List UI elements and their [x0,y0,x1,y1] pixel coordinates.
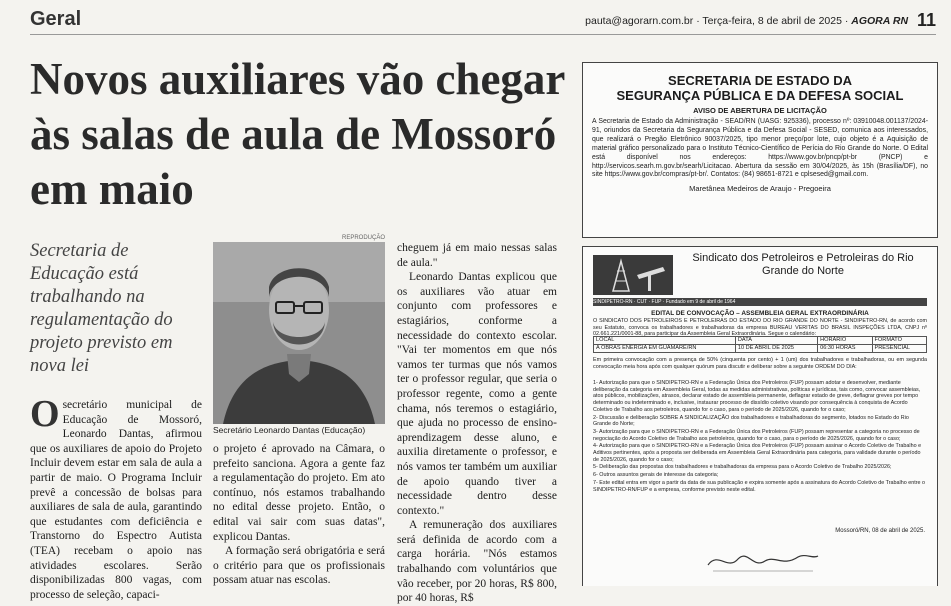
notice-signature: Maretânea Medeiros de Araujo - Pregoeira [689,184,831,194]
list-item: 5- Deliberação das propostas dos trabalhadores e trabalhadoras da empresa para o Acordo Coletivo de Trabalho 2025/2026; [593,464,892,471]
drop-cap: O [30,393,60,435]
article-column-1 [30,393,202,602]
article-text: secretário municipal de Educação de Mossoró, Leonardo Dantas, afirmou que os auxiliares de apoio do Projeto Incluir devem estar em sala de aula a partir de maio. O Programa Incluir prevê a concessão de bolsas para auxiliares de sala de aula, garantindo que estudantes com deficiência e Transtorno do Espectro Autista (TEA) recebam o apoio nas atividades escolares. Serão disponibilizadas 800 vagas, com processo de seleção, capaci- [30,399,202,601]
man-portrait-image [213,242,385,424]
photo-credit: REPRODUÇÃO [341,235,385,241]
list-item: 6- Outros assuntos gerais de interesse da categoria; [593,472,719,479]
article-column-3 [397,241,557,606]
article-photo [213,235,385,424]
table-header-cell: FORMATO [872,337,926,345]
header-meta [585,10,936,31]
table-cell: A OBRAS ENERGIA EM GUAMARÉ/RN [594,344,736,352]
notice-date: Mossoró/RN, 08 de abril de 2025. [835,528,925,534]
article-column-2 [213,442,385,588]
union-strip: SINDIPETRO-RN · CUT · FUP · Fundado em 9 de abril de 1964 [593,298,927,306]
article-paragraph: cheguem já em maio nessas salas de aula." [397,242,557,269]
oil-derrick-logo-icon [593,255,673,295]
convocation-text: Em primeira convocação com a presença de 50% (cinquenta por cento) + 1 (um) dos trabalhadores e trabalhadoras, ou em segunda convocação meia hora após com qualquer quórum para discutir e deliberar sobre a seguinte ORDEM DO DIA: [593,357,927,370]
list-item: 4- Autorização para que o SINDIPETRO-RN e a Federação Única dos Petroleiros (FUP) possam assinar o Acordo Coletivo de Trabalho e Aditivos pertinentes, após a proposta ser deliberada em Assembleia Geral Extraordinária para categoria, para validade durante o período de 2025/2026, quando for o caso; [593,443,922,463]
list-item: 2- Discussão e deliberação SOBRE A SINDICALIZAÇÃO dos trabalhadores e trabalhadoras do segmento, lotados no Estado do Rio Grande do Norte; [593,414,909,428]
edital-intro: O SINDICATO DOS PETROLEIROS E PETROLEIRAS DO ESTADO DO RIO GRANDE DO NORTE - SINDIPETRO-RN, de acordo com seu Estatuto, convoca os trabalhadores e trabalhadoras da empresa BUREAU VERITAS DO BRASIL INSPEÇÕES LTDA, CNPJ nº 02.661.221/0001-88, para participar da Assembleia Geral Extraordinária. Segue o calendário: [593,318,927,338]
table-cell: PRESENCIAL [872,344,926,352]
header-date: · Terça-feira, 8 de abril de 2025 · [696,15,849,27]
article-paragraph: Leonardo Dantas explicou que os auxiliares vão atuar em conjunto com professores e estagiários, conforme a necessidade do contexto escolar. "Vai ter momentos em que nós vamos ter turmas que nós vamos ter o professor regular, que seria o professor regente, como a gente chama, nós teremos o estagiário, que ajuda no processo de ensino-aprendizagem desse aluno, e auxilia diretamente o professor, e nós vamos ter também um auxiliar de apoio quando tiver a necessidade dentro desse contexto." [397,271,557,517]
table-row [594,344,927,352]
list-item: 1- Autorização para que o SINDIPETRO-RN e a Federação Única dos Petroleiros (FUP) possam adotar e desenvolver, mediante deliberação da categoria em Assembleia Geral, todas as medidas administrativas, políticas e jurídicas, tais como, convocar assembleias, atos públicos, mobilizações, atrasos, declarar estado de assembleia permanente, deflagrar estado de greve, deflagrar greves por tempo determinado ou indeterminado e, inclusive, instaurar processo de dissídio coletivo visando por consequência à conquista de Acordo Coletivo de Trabalho aos petroleiros, quando for o caso, para o período de 2025/2026, quando for o caso; [593,380,921,413]
headline: Novos auxiliares vão chegar às salas de aula de Mossoró em maio [30,54,565,214]
legal-notice-sesed [582,62,938,238]
notice-subtitle: AVISO DE ABERTURA DE LICITAÇÃO [693,106,827,115]
list-item: 7- Este edital entra em vigor a partir da data de sua publicação e expira somente após a assinatura do Acordo Coletivo de Trabalho entre o SINDIPETRO-RN/FUP e a empresa, conforme previsto neste edital. [593,479,926,493]
subheadline: Secretaria de Educação está trabalhando na regulamentação do projeto previsto em nova lei [30,241,173,376]
table-cell: 10 DE ABRIL DE 2025 [735,344,817,352]
photo-caption: Secretário Leonardo Dantas (Educação) [213,425,366,435]
assembly-schedule-table [593,336,927,353]
article-paragraph: A remuneração dos auxiliares será definida de acordo com a carga horária. "Nós estamos trabalhando com voluntários que vão receber, por 20 horas, R$ 800, por 40 horas, R$ [397,519,557,605]
union-name: Sindicato dos Petroleiros e Petroleiras do Rio Grande do Norte [692,252,914,277]
header-email: pauta@agorarn.com.br [585,15,694,27]
union-notice [582,246,938,586]
notice-title-line1: SECRETARIA DE ESTADO DA [668,73,852,88]
table-cell: 06:30 HORAS [818,344,872,352]
brand-logo: AGORA RN [851,15,909,27]
table-header-row [594,337,927,345]
notice-title-line2: SEGURANÇA PÚBLICA E DA DEFESA SOCIAL [616,88,904,103]
list-item: 3- Autorização para que o SINDIPETRO-RN e a Federação Única dos Petroleiros (FUP) possam representar a categoria no processo de negociação do Acordo Coletivo de Trabalho aos petroleiros, quando for o caso, para o período de 2025/2026, quando for o caso; [593,428,920,442]
handwritten-signature [703,547,823,575]
article-paragraph: o projeto é aprovado na Câmara, o prefeito sanciona. Agora a gente faz a regulamentação do projeto. Em ato contínuo, nós estamos trabalhando no edital desse projeto. Então, o edital vai sair com suas datas", explicou Dantas. [213,443,385,543]
article-paragraph: A formação será obrigatória e será o critério para que os profissionais possam atuar nas escolas. [213,545,385,587]
page-number: 11 [916,10,936,30]
table-header-cell: DATA [735,337,817,345]
section-label: Geral [30,8,82,30]
notice-body: A Secretaria de Estado da Administração - SEAD/RN (UASG: 925336), processo nº: 03910048.001137/2024-91, oriundos da Secretaria da Segurança Pública e da Defesa Social - SESED, comunica aos interessados, que realizará o Pregão Eletrônico 90037/2025, tipo menor preço/por lote, cujo objeto é a Aquisição de material gráfico personalizado para o Instituto Técnico-Científico de Perícia do Rio Grande do Norte. O Edital está disponível nos endereços: https://www.gov.br/pncp/pt-br (PNCP) e http://servicos.searh.rn.gov.br/searh/Licitacao. Abertura da sessão em 30/04/2025, às 15h (Brasília/DF), no site https://www.gov.br/compras/pt-br/. Contatos: (84) 98651-8721 e cplsesed@gmail.com. [592,118,928,179]
edital-title: EDITAL DE CONVOCAÇÃO – ASSEMBLEIA GERAL EXTRAORDINÁRIA [651,310,869,317]
table-header-cell: HORÁRIO [818,337,872,345]
agenda-list [593,380,927,494]
page-header [30,8,936,35]
table-header-cell: LOCAL [594,337,736,345]
